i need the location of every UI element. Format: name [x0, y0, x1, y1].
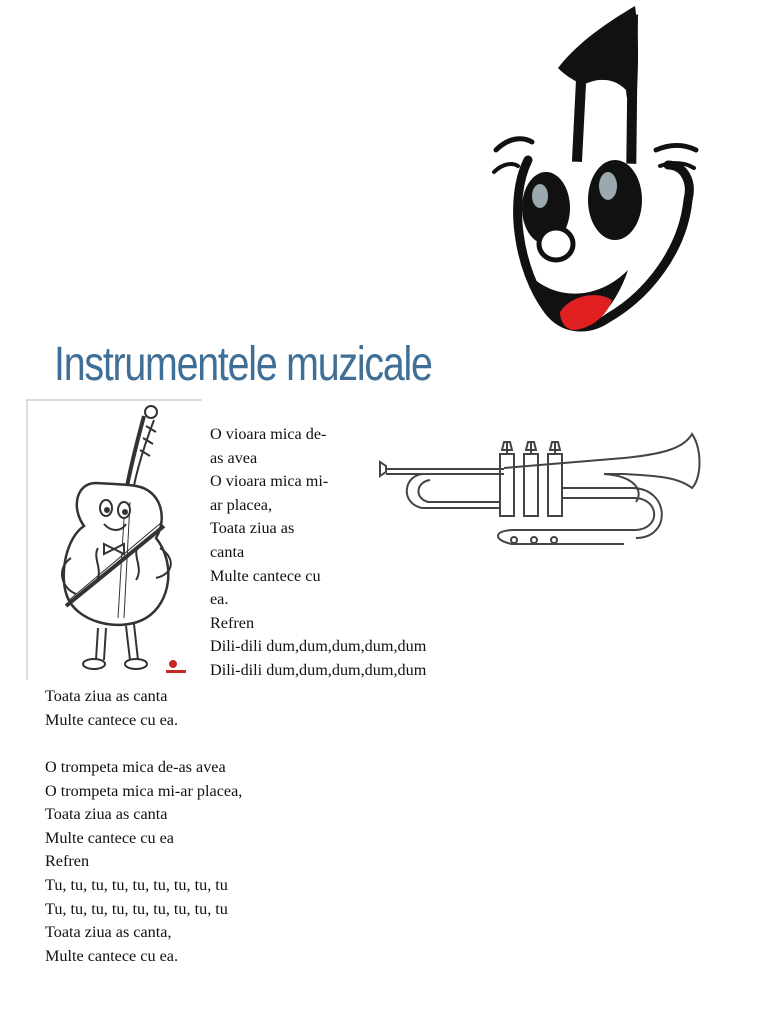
lyric-line: O vioara mica mi- — [210, 472, 329, 491]
lyric-line: ea. — [210, 590, 229, 609]
lyric-line: O trompeta mica de-as avea — [45, 758, 226, 776]
lyric-line: canta — [210, 542, 245, 561]
verse-2 — [45, 756, 242, 968]
lyric-line: Toata ziua as canta, — [45, 923, 172, 942]
verse-1-tail — [45, 685, 178, 732]
lyric-line: Multe cantece cu — [210, 566, 321, 585]
lyric-line: Multe cantece cu ea. — [45, 710, 179, 729]
lyric-line: Toata ziua as canta — [45, 805, 168, 824]
page-title: Instrumentele muzicale — [54, 338, 432, 391]
lyric-line: Toata ziua as canta — [45, 687, 168, 705]
lyric-line: Multe cantece cu ea — [45, 828, 174, 847]
lyric-line: Dili-dili dum,dum,dum,dum,dum — [210, 660, 427, 679]
lyric-line: O trompeta mica mi-ar placea, — [45, 781, 243, 800]
lyric-line: Refren — [210, 613, 255, 632]
lyric-line: Toata ziua as — [210, 519, 295, 538]
verse-1 — [210, 423, 426, 683]
lyric-line: Tu, tu, tu, tu, tu, tu, tu, tu, tu — [45, 875, 228, 894]
lyric-line: O vioara mica de- — [210, 425, 327, 443]
lyric-line: Dili-dili dum,dum,dum,dum,dum — [210, 637, 427, 656]
lyric-line: ar placea, — [210, 495, 272, 514]
smiling-music-note-icon — [488, 0, 703, 338]
cartoon-violin-icon — [26, 398, 202, 680]
lyric-line: Refren — [45, 852, 90, 871]
lyric-line: Multe cantece cu ea. — [45, 946, 179, 965]
lyric-line: as avea — [210, 448, 258, 467]
lyric-line: Tu, tu, tu, tu, tu, tu, tu, tu, tu — [45, 899, 228, 918]
